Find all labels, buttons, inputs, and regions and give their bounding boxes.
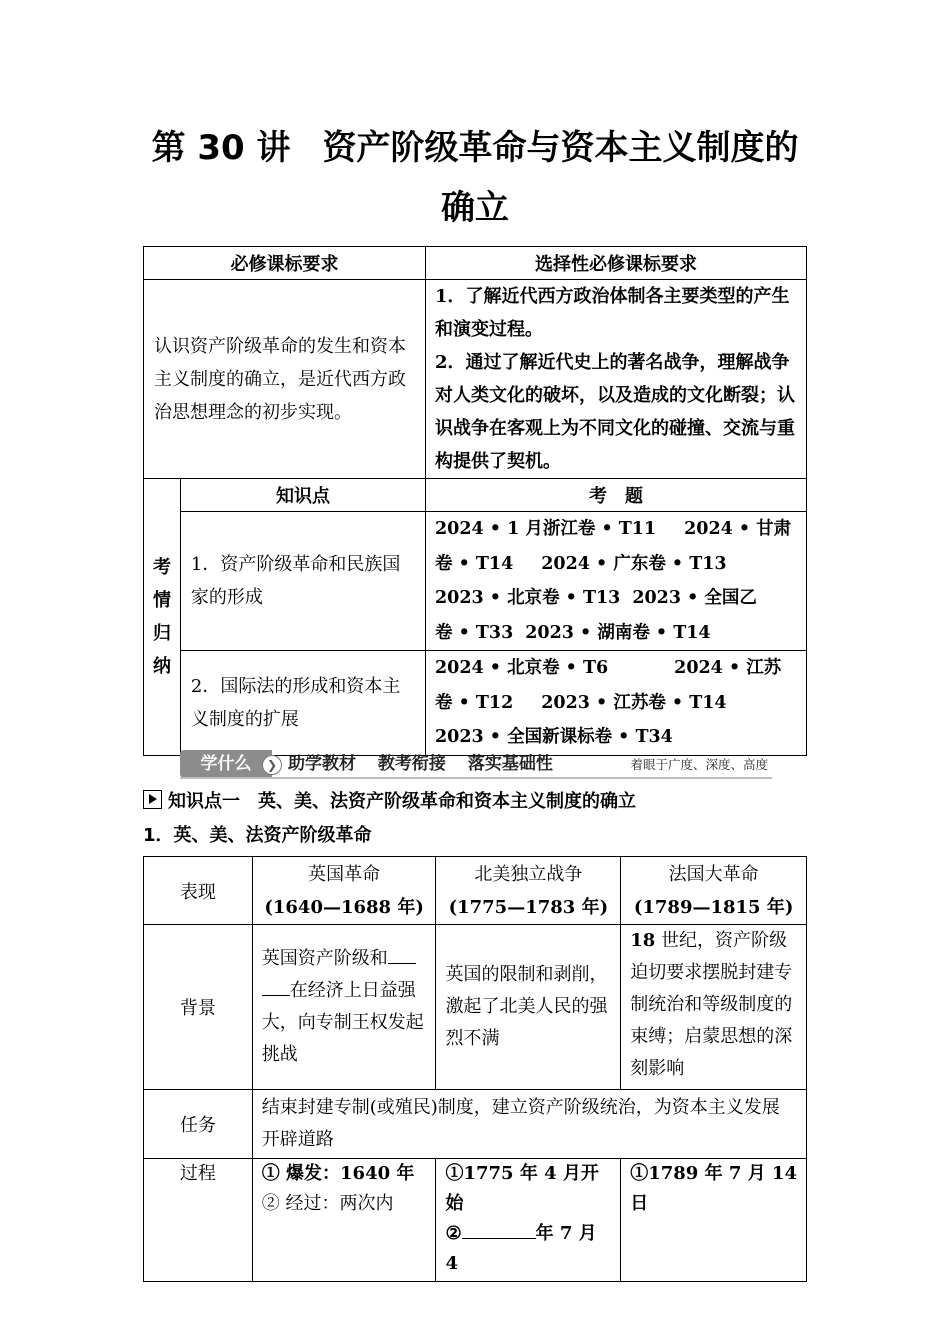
elective-text bbox=[426, 280, 807, 479]
title-line-2: 确立 bbox=[441, 188, 509, 228]
banner-item-1: 助学教材 bbox=[288, 754, 356, 774]
american-process: ①1775 年 4 月开始 ② 年 7 月 4 bbox=[436, 1159, 621, 1282]
elective-item-1: 1．了解近代西方政治体制各主要类型的产生和演变过程。 bbox=[435, 286, 790, 340]
exam-side-label: 考 情 归 纳 bbox=[144, 479, 181, 756]
subsection-heading: 1．英、美、法资产阶级革命 bbox=[143, 825, 372, 846]
banner-item-2: 教考衔接 bbox=[377, 754, 446, 774]
exam-questions-1: 2024 • 1 月浙江卷 • T11 2024 • 甘肃 卷 • T14 2024 • 广东卷 • T13 2023 • 北京卷 • T13 2023 • 全国乙 卷 • T33 2023 • 湖南卷 • T14 bbox=[426, 512, 807, 651]
english-revolution-header: 英国革命 (1640—1688 年) bbox=[252, 857, 436, 925]
banner-items bbox=[288, 750, 569, 778]
required-text: 认识资产阶级革命的发生和资本主义制度的确立，是近代西方政治思想理念的初步实现。 bbox=[144, 280, 426, 479]
kp-title: 英、美、法资产阶级革命和资本主义制度的确立 bbox=[258, 791, 636, 812]
knowledge-point-2: 2．国际法的形成和资本主义制度的扩展 bbox=[180, 651, 425, 756]
knowledge-point-1: 1．资产阶级革命和民族国家的形成 bbox=[180, 512, 425, 651]
chevron-right-icon: ❯ bbox=[262, 755, 282, 775]
page-title bbox=[0, 118, 950, 238]
requirements-table bbox=[143, 246, 807, 756]
banner-tagline: 着眼于广度、深度、高度 bbox=[630, 757, 768, 772]
banner-label: 学什么 bbox=[180, 750, 272, 778]
required-header: 必修课标要求 bbox=[144, 247, 426, 280]
elective-item-2: 2．通过了解近代史上的著名战争，理解战争对人类文化的破坏，以及造成的文化断裂；认识战争在客观上为不同文化的碰撞、交流与重构提供了契机。 bbox=[435, 352, 795, 472]
task-text: 结束封建专制(或殖民)制度，建立资产阶级统治，为资本主义发展开辟道路 bbox=[252, 1090, 806, 1159]
english-background: 英国资产阶级和在经济上日益强大，向专制王权发起挑战 bbox=[252, 925, 436, 1090]
french-background: 18 世纪，资产阶级迫切要求摆脱封建专制统治和等级制度的束缚；启蒙思想的深刻影响 bbox=[621, 925, 807, 1090]
french-process: ①1789 年 7 月 14 日 bbox=[621, 1159, 807, 1282]
exam-questions-2: 2024 • 北京卷 • T6 2024 • 江苏 卷 • T12 2023 • 江苏卷 • T14 2023 • 全国新课标卷 • T34 bbox=[426, 651, 807, 756]
knowledge-point-header: 知识点 bbox=[180, 479, 425, 512]
revolutions-table bbox=[143, 856, 807, 1282]
english-process: ① 爆发：1640 年 ② 经过：两次内 bbox=[252, 1159, 436, 1282]
row-label-manifestation: 表现 bbox=[144, 857, 253, 925]
knowledge-point-heading bbox=[143, 788, 636, 816]
american-war-header: 北美独立战争 (1775—1783 年) bbox=[436, 857, 621, 925]
french-revolution-header: 法国大革命 (1789—1815 年) bbox=[621, 857, 807, 925]
elective-header: 选择性必修课标要求 bbox=[426, 247, 807, 280]
exam-question-header: 考 题 bbox=[426, 479, 807, 512]
american-background: 英国的限制和剥削，激起了北美人民的强烈不满 bbox=[436, 925, 621, 1090]
banner-item-3: 落实基础性 bbox=[467, 754, 553, 774]
title-line-1 bbox=[0, 118, 950, 178]
row-label-task: 任务 bbox=[144, 1090, 253, 1159]
banner-rule bbox=[180, 777, 772, 779]
section-banner bbox=[180, 750, 772, 778]
kp-label: 知识点一 bbox=[168, 791, 240, 812]
lecture-title: 资产阶级革命与资本主义制度的 bbox=[322, 128, 799, 168]
play-triangle-icon bbox=[143, 790, 162, 809]
lecture-number: 第 30 讲 bbox=[151, 128, 291, 168]
row-label-process: 过程 bbox=[144, 1159, 253, 1282]
row-label-background: 背景 bbox=[144, 925, 253, 1090]
